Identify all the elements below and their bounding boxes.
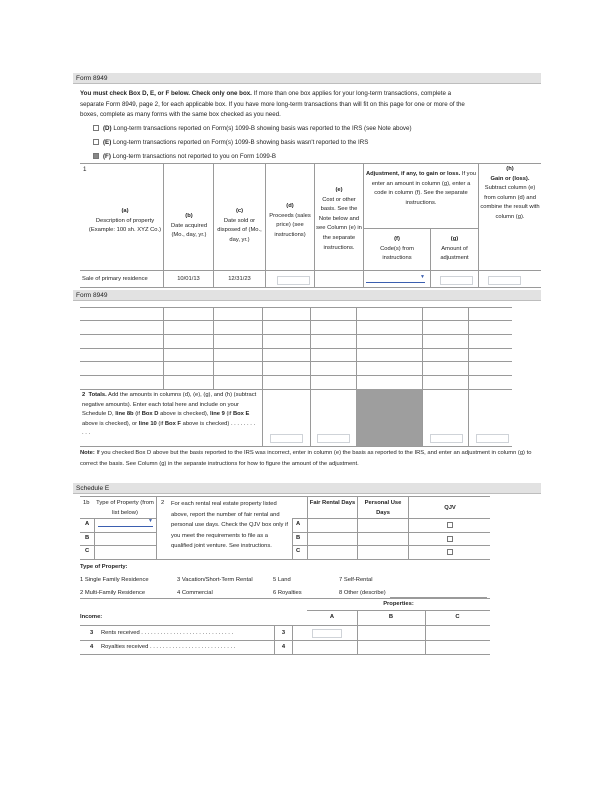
type-5: 5 Land — [273, 577, 291, 583]
schedule-e-header — [73, 483, 541, 494]
col-a-header — [88, 207, 162, 236]
col-g-text: Amount of adjustment — [440, 245, 469, 262]
box-d-text: Long-term transactions reported on Form(s) 1099-B showing basis was reported to the IRS (see Note above) — [113, 125, 412, 132]
col-g-header — [432, 235, 477, 264]
box-f-letter: (F) — [103, 153, 111, 160]
totals-mid2: above is checked), or — [82, 420, 138, 427]
type-8: 8 Other (describe) — [339, 590, 386, 596]
qjv-checkbox-a[interactable] — [447, 522, 453, 528]
line-3-box: 3 — [281, 630, 286, 636]
col-h-header — [480, 165, 540, 223]
line-4-box: 4 — [281, 644, 286, 650]
box-e-letter: (E) — [103, 139, 112, 146]
box-e-text: Long-term transactions reported on Form(s) 1099-B showing basis wasn't reported to the IRS — [112, 139, 369, 146]
type-heading: Type of Property: — [80, 564, 128, 570]
row1-code-select[interactable] — [366, 275, 425, 283]
col-f-text: Code(s) from instructions — [380, 245, 414, 262]
col-b-letter: (b) — [185, 213, 193, 219]
totals-end: above is checked) . . . . . . . . . . . — [82, 420, 256, 437]
checkbox-f-checked[interactable] — [93, 153, 99, 159]
col-e-text: Cost or other basis. See the Note below and see Column (e) in the separate instructions. — [316, 196, 362, 251]
row1-date-acquired[interactable]: 10/01/13 — [177, 276, 200, 282]
row-a-type-select[interactable] — [98, 519, 153, 527]
row-a-label: A — [85, 521, 90, 527]
form-title: Form 8949 — [76, 75, 108, 82]
line-1b-text: Type of Property (from list below) — [96, 500, 154, 516]
totals-if2: (if — [226, 411, 232, 418]
line-3-text: Rents received . . . . . . . . . . . . . . . . . . . . . . . . . . . . . — [101, 630, 234, 636]
schedule-e-title: Schedule E — [76, 485, 110, 492]
totals-if1: (if — [135, 411, 141, 418]
properties-header: Properties: — [383, 601, 414, 607]
row1-proceeds-input[interactable] — [277, 276, 310, 285]
totals-line9: line 9 — [210, 411, 225, 418]
personal-use-header: Personal Use Days — [364, 500, 402, 516]
instr-text-3: boxes, complete as many forms with the same box checked as you need. — [80, 111, 281, 118]
col-d-text: Proceeds (sales price) (see instructions) — [269, 212, 311, 238]
instr-bold: You must check Box D, E, or F below. Check only one box. — [80, 90, 252, 97]
row1-adjustment-input[interactable] — [440, 276, 473, 285]
rents-input-a[interactable] — [312, 629, 342, 638]
row-b-label: B — [85, 535, 90, 541]
totals-line10: line 10 — [138, 420, 157, 427]
prop-col-c: C — [455, 614, 460, 620]
row-b-label-2: B — [296, 535, 301, 541]
row-c-label-2: C — [296, 548, 301, 554]
income-header: Income: — [80, 614, 103, 620]
totals-adjustment-input[interactable] — [430, 434, 463, 443]
type-6: 6 Royalties — [273, 590, 302, 596]
row-c-label: C — [85, 548, 90, 554]
col-c-text: Date sold or disposed of (Mo., day, yr.) — [217, 217, 262, 243]
qjv-header: QJV — [444, 505, 456, 511]
totals-boxd: Box D — [141, 411, 159, 418]
totals-gain-input[interactable] — [476, 434, 509, 443]
row1-date-sold[interactable]: 12/31/23 — [228, 276, 251, 282]
qjv-checkbox-c[interactable] — [447, 549, 453, 555]
totals-text — [82, 391, 258, 439]
col-e-letter: (e) — [335, 187, 343, 193]
line-2-text: For each rental real estate property listed above, report the number of fair rental and personal use days. Check the QJV box only if you meet the requirements to file as a qualified joint venture. See instructions. — [171, 501, 288, 549]
checkbox-e[interactable] — [93, 139, 99, 145]
totals-bold: Totals. — [88, 392, 107, 398]
note-label: Note: — [80, 450, 95, 456]
col-e-header — [316, 186, 362, 253]
col-a-letter: (a) — [121, 208, 129, 214]
note-text: If you checked Box D above but the basis reported to the IRS was incorrect, enter in column (e) the basis as reported to the IRS, and enter an adjustment in column (g) to correct the basis. See Column (g) in the separate instructions for how to figure the amount of the adjustment. — [80, 450, 532, 467]
col-c-header — [215, 207, 264, 245]
totals-desc: Add the amounts in columns (d), (e), (g), and (h) (subtract negative amounts). Enter each total here and include on your Schedule D, — [82, 392, 257, 418]
type-4: 4 Commercial — [177, 590, 213, 596]
totals-shaded-cell — [356, 389, 422, 446]
col-h-letter: (h) — [506, 166, 514, 172]
totals-boxe: Box E — [232, 411, 250, 418]
instr-text-2: separate Form 8949, page 2, for each applicable box. If you have more long-term transactions than will fit on this page for one or more of the — [80, 100, 465, 108]
type-7: 7 Self-Rental — [339, 577, 373, 583]
option-box-e[interactable] — [93, 138, 368, 149]
row1-gain-input[interactable] — [488, 276, 521, 285]
chevron-down-icon: ▼ — [148, 518, 153, 524]
form-8949-header — [73, 73, 541, 84]
adj-head: Adjustment, if any, to gain or loss. — [365, 171, 461, 177]
line-3-num: 3 — [90, 630, 94, 636]
form-8949-header-2 — [73, 290, 541, 301]
col-f-header — [365, 235, 429, 264]
note — [80, 448, 532, 469]
adj-text: If you enter an amount in column (g), enter a code in column (f). See the separate instructions. — [371, 171, 477, 206]
type-3: 3 Vacation/Short-Term Rental — [177, 577, 253, 583]
col-h-head: Gain or (loss). — [490, 175, 530, 182]
chevron-down-icon: ▼ — [420, 274, 425, 280]
qjv-checkbox-b[interactable] — [447, 536, 453, 542]
row-label-1: 1 — [83, 166, 87, 173]
col-b-header — [166, 212, 212, 241]
totals-if3: (if — [158, 420, 164, 427]
line-4-text: Royalties received . . . . . . . . . . . . . . . . . . . . . . . . . . . — [101, 644, 236, 650]
type-2: 2 Multi-Family Residence — [80, 590, 146, 596]
col-g-letter: (g) — [450, 236, 459, 242]
line-2-num: 2 — [161, 500, 165, 506]
row1-description[interactable]: Sale of primary residence — [82, 276, 148, 282]
totals-boxf: Box F — [164, 420, 181, 427]
line-4-num: 4 — [90, 644, 94, 650]
row-a-label-2: A — [296, 521, 301, 527]
box-f-text: Long-term transactions not reported to you on Form 1099-B — [112, 153, 277, 160]
adjustment-header — [365, 170, 477, 208]
col-d-header — [267, 202, 313, 240]
col-c-letter: (c) — [235, 208, 244, 214]
option-box-d[interactable] — [93, 124, 412, 135]
totals-proceeds-input[interactable] — [270, 434, 303, 443]
col-b-text: Date acquired (Mo., day, yr.) — [170, 222, 208, 239]
col-h-text: Subtract column (e) from column (d) and combine the result with column (g). — [480, 185, 540, 220]
prop-col-a: A — [329, 614, 335, 620]
col-a-text: Description of property (Example: 100 sh. XYZ Co.) — [88, 217, 162, 234]
totals-cost-input[interactable] — [317, 434, 350, 443]
instr-text-1: If more than one box applies for your long-term transactions, complete a — [251, 90, 452, 97]
form-title-2: Form 8949 — [76, 292, 108, 299]
totals-num: 2 — [82, 392, 86, 398]
col-f-letter: (f) — [394, 236, 400, 242]
totals-mid1: above is checked), — [160, 411, 209, 418]
box-d-letter: (D) — [103, 125, 112, 132]
line-1b-num: 1b — [83, 500, 90, 506]
option-box-f[interactable] — [93, 152, 276, 163]
instructions — [80, 89, 535, 121]
fair-rental-header: Fair Rental Days — [309, 500, 356, 506]
totals-line8b: line 8b — [115, 411, 134, 418]
prop-col-b: B — [388, 614, 394, 620]
type-1: 1 Single Family Residence — [80, 577, 149, 583]
checkbox-d[interactable] — [93, 125, 99, 131]
col-d-letter: (d) — [286, 203, 294, 209]
